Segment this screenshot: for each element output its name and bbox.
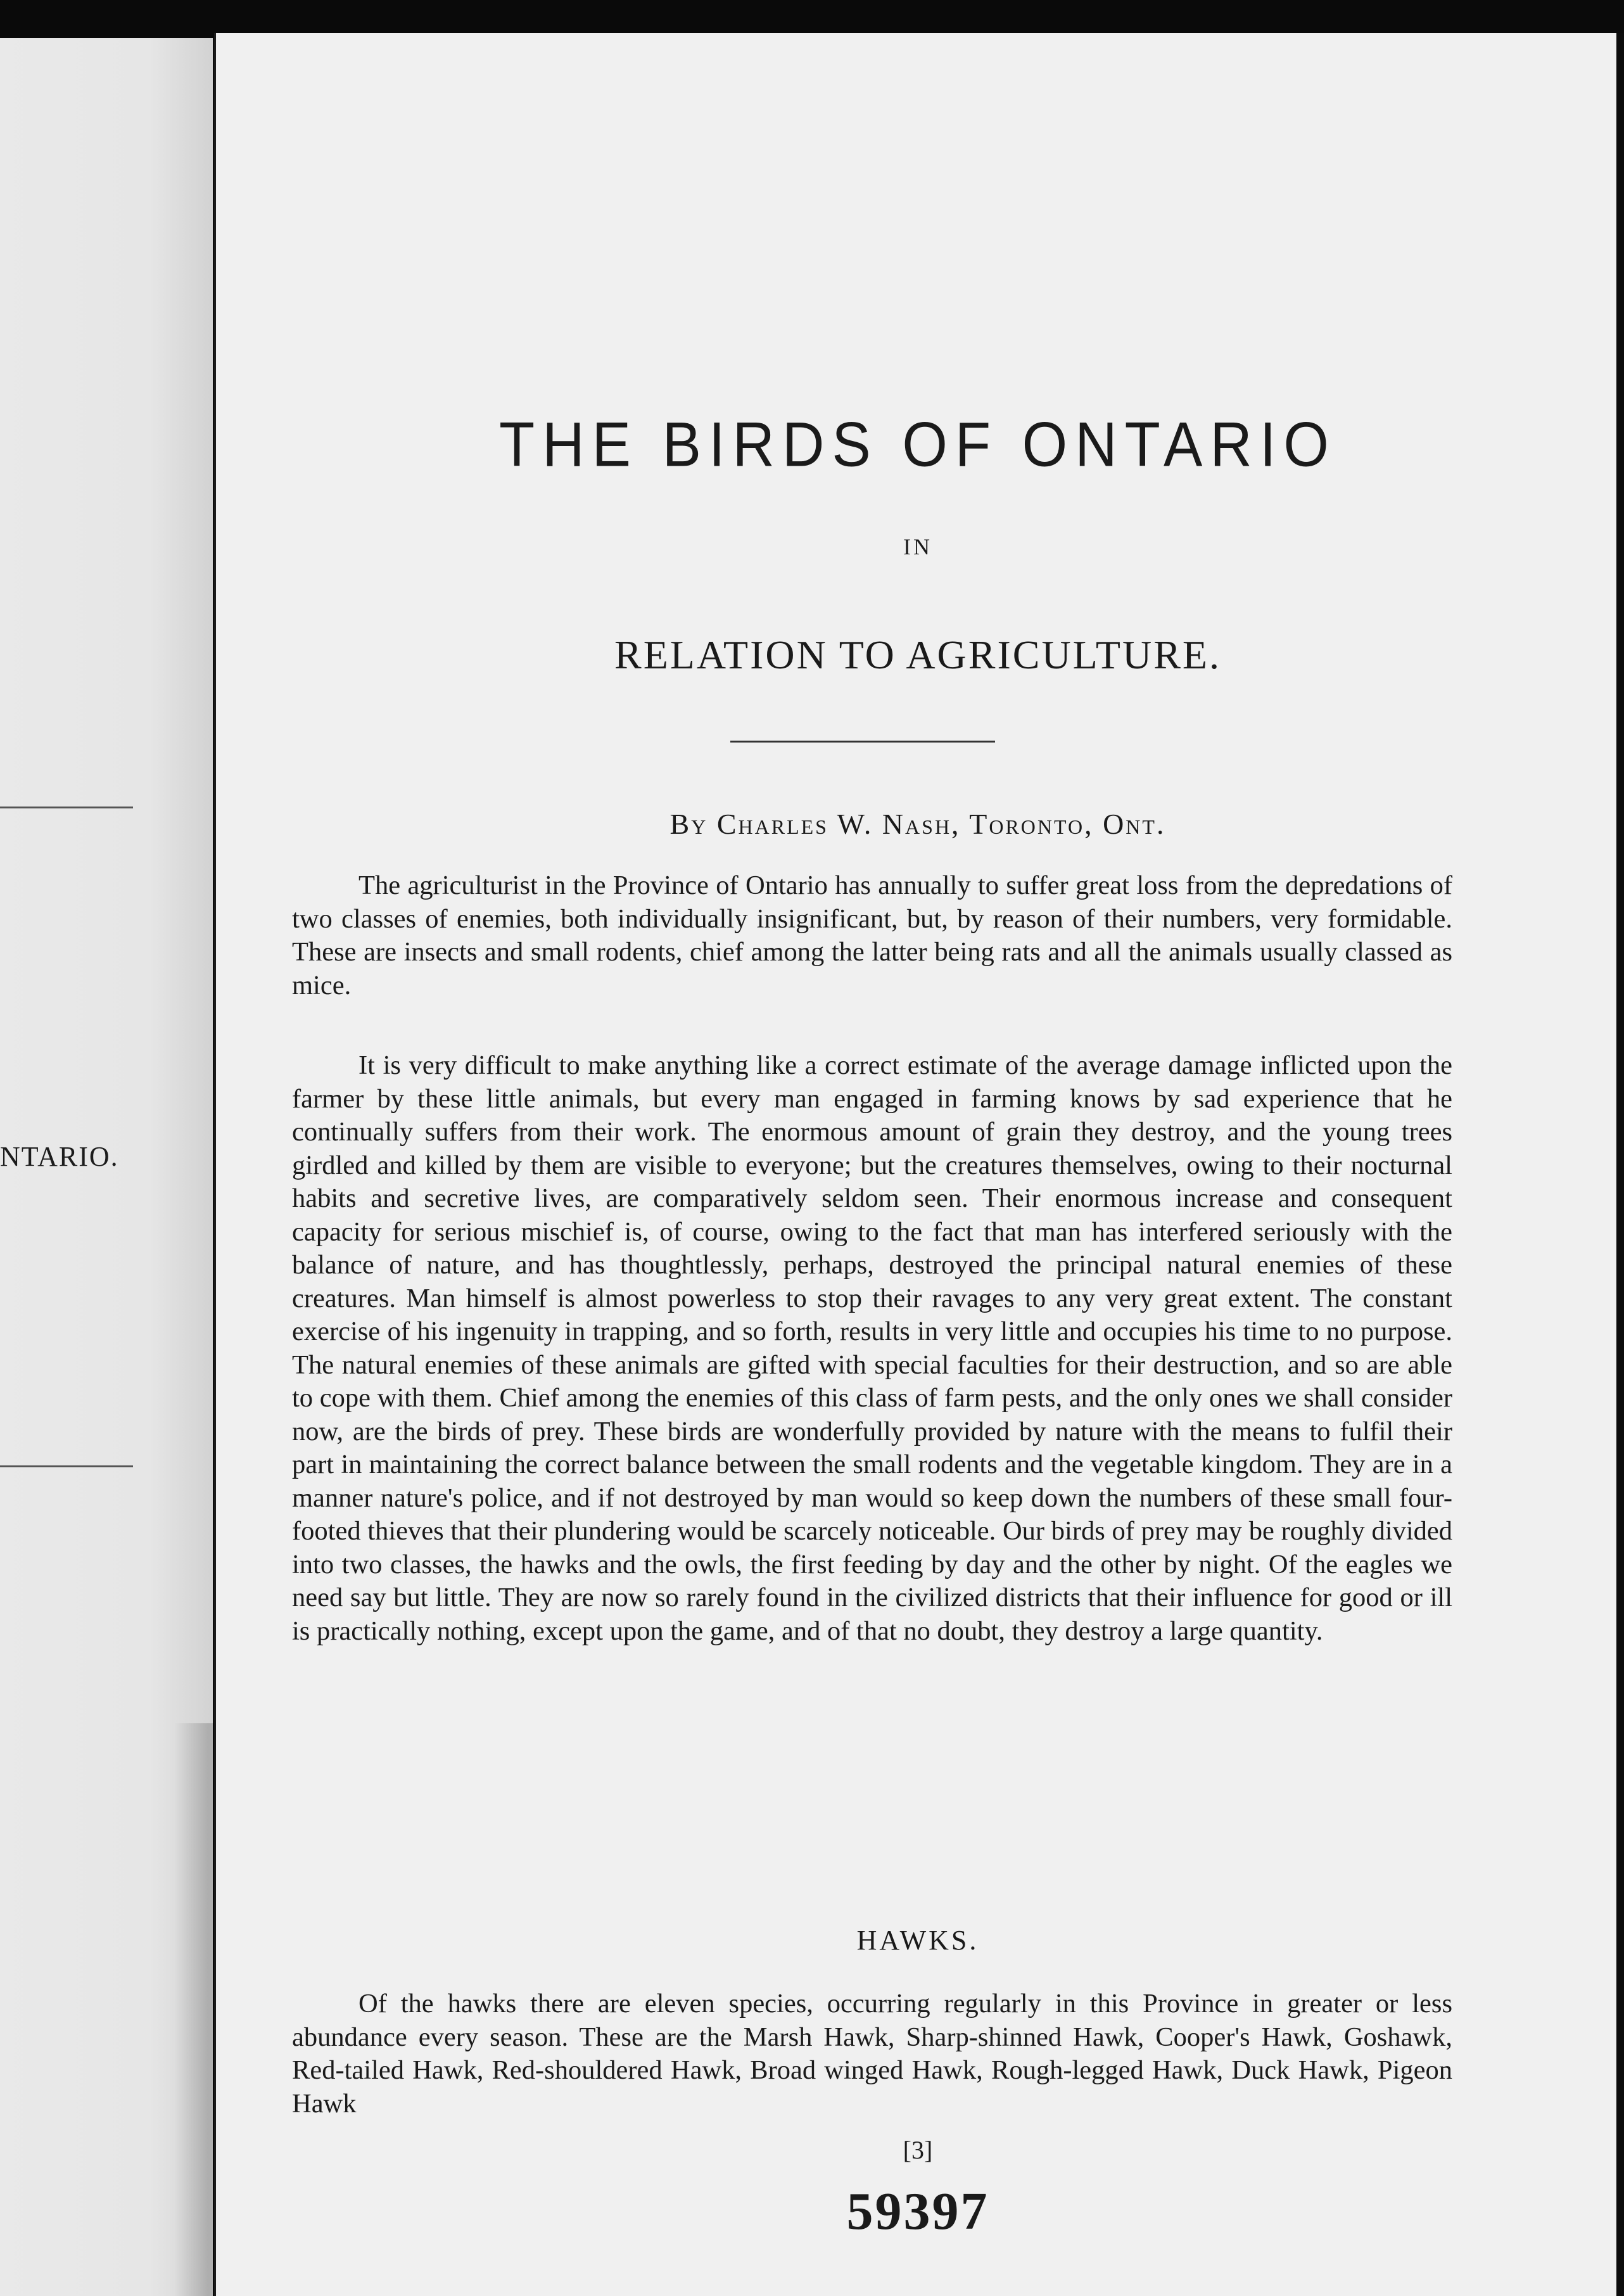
scan-border-right	[1616, 33, 1624, 2296]
document-title: THE BIRDS OF ONTARIO	[499, 409, 1336, 480]
intro-paragraph	[292, 869, 1452, 1002]
section-heading: HAWKS.	[856, 1925, 979, 1956]
paragraph-text: Of the hawks there are eleven species, occurring regularly in this Province in greater or less abundance every season. These are the Marsh Hawk, Sharp-shinned Hawk, Cooper's Hawk, Goshawk, Red-tailed Hawk, Red-shouldered Hawk, Broad winged Hawk, Rough-legged Hawk, Duck Hawk, Pigeon Hawk	[292, 1989, 1452, 2119]
title-connector: IN	[903, 534, 932, 559]
document-subtitle: RELATION TO AGRICULTURE.	[614, 632, 1221, 677]
title-divider	[730, 741, 995, 743]
facing-page-rule	[0, 1465, 133, 1467]
paragraph-text: It is very difficult to make anything like a correct estimate of the average damage inflicted upon the farmer by these little animals, but every man engaged in farming knows by sad experience that he continually suffers from their work. The enormous amount of grain they destroy, and the young trees girdled and killed by them are visible to everyone; but the creatures themselves, owing to their nocturnal habits and secretive lives, are comparatively seldom seen. Their enormous increase and consequent capacity for serious mischief is, of course, owing to the fact that man has interfered seriously with the balance of nature, and has thoughtlessly, perhaps, destroyed the principal natural enemies of these creatures. Man himself is almost powerless to stop their ravages to any very great extent. The constant exercise of his ingenuity in trapping, and so forth, results in very little and occupies his time to no purpose. The natural enemies of these animals are gifted with special faculties for their destruction, and so are able to cope with them. Chief among the enemies of this class of farm pests, and the only ones we shall consider now, are the birds of prey. These birds are wonderfully provided by nature with the means to fulfil their part in maintaining the correct balance between the small rodents and the vegetable kingdom. They are in a manner nature's police, and if not destroyed by man would so keep down the numbers of these small four-footed thieves that their plundering would be scarcely noticeable. Our birds of prey may be roughly divided into two classes, the hawks and the owls, the first feeding by day and the other by night. Of the eagles we need say but little. They are now so rarely found in the civilized districts that their influence for good or ill is practically nothing, except upon the game, and of that no doubt, they destroy a large quantity.	[292, 1050, 1452, 1646]
facing-page-rule	[0, 807, 133, 808]
paragraph-text: The agriculturist in the Province of Ontario has annually to suffer great loss from the depredations of two classes of enemies, both individually insignificant, but, by reason of their numbers, very formidable. These are insects and small rodents, chief among the latter being rats and all the animals usually classed as mice.	[292, 871, 1452, 1000]
author-byline: By Charles W. Nash, Toronto, Ont.	[669, 808, 1166, 840]
main-paragraph	[292, 1049, 1452, 1648]
section-paragraph	[292, 1987, 1452, 2121]
document-page	[214, 33, 1620, 2296]
page-number: [3]	[903, 2136, 933, 2164]
accession-number-stamp: 59397	[846, 2182, 989, 2241]
scan-border-top	[0, 0, 1624, 38]
facing-page-text-fragment: NTARIO.	[0, 1141, 119, 1172]
